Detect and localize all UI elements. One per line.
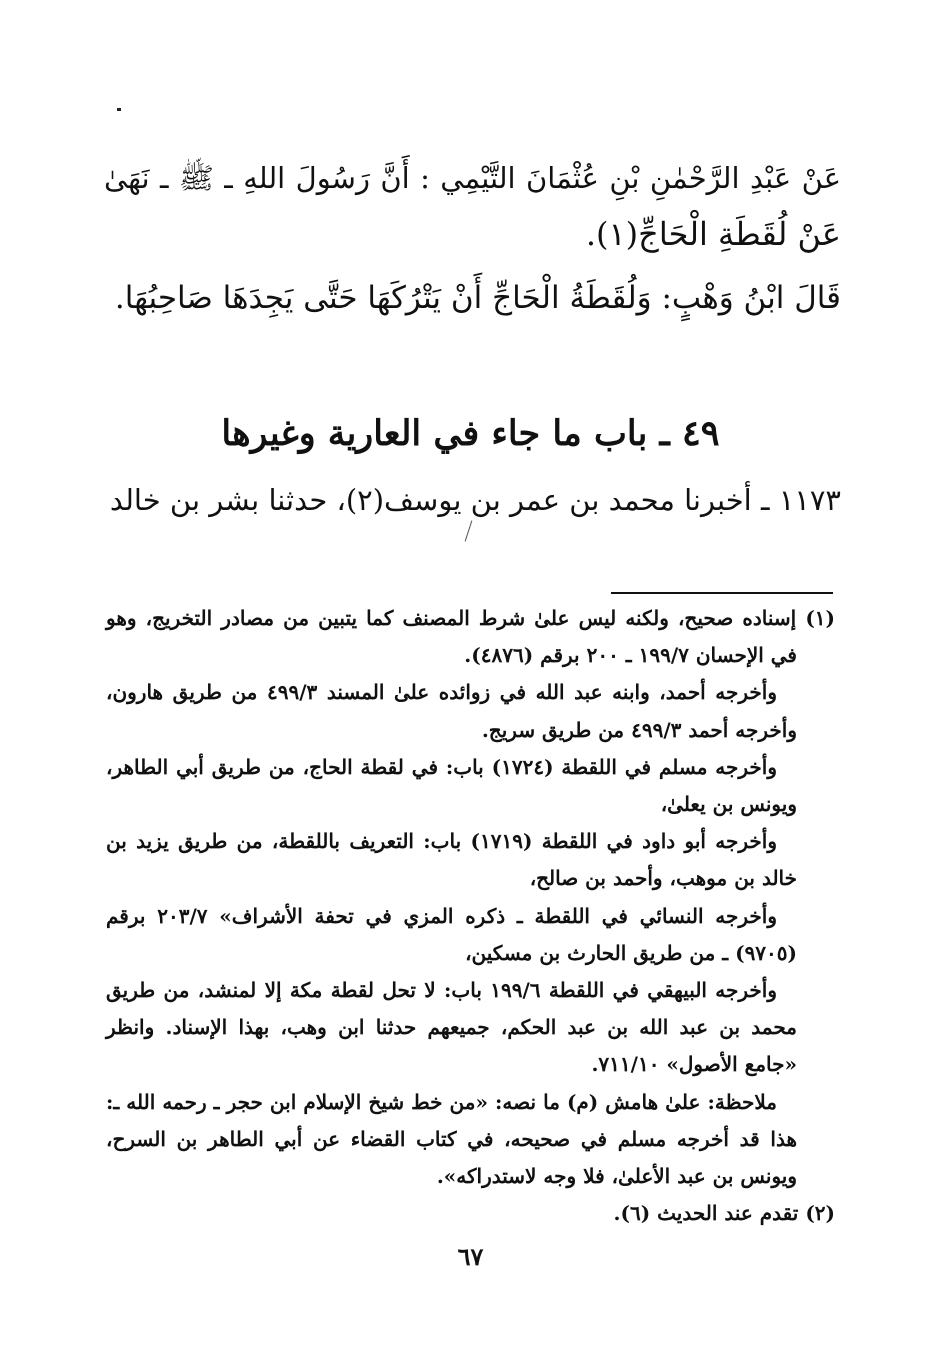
footnotes	[106, 600, 835, 1232]
chapter-heading: ٤٩ ـ باب ما جاء في العارية وغيرها	[221, 413, 720, 454]
footnote-1-takhrij-abu-dawud: وأخرجه أبو داود في اللقطة (١٧١٩) باب: التعريف باللقطة، من طريق يزيد بن خالد بن موهب، وأحمد بن صالح،	[106, 829, 797, 891]
ibn-wahb-comment: قَالَ ابْنُ وَهْبٍ: وَلُقَطَةُ الْحَاجِّ أَنْ يَتْرُكَهَا حَتَّى يَجِدَهَا صَاحِبُهَا.	[114, 280, 841, 316]
scan-speck	[117, 108, 121, 111]
footnote-1-note: ملاحظة: علىٰ هامش (م) ما نصه: «من خط شيخ الإسلام ابن حجر ـ رحمه الله ـ: هذا قد أخرجه مسلم في صحيحه، في كتاب القضاء عن أبي الطاهر بن السرح، ويونس بن عبد الأعلىٰ، فلا وجه لاستدراكه».	[106, 1089, 797, 1189]
hadith-text-line-2: عَنْ لُقَطَةِ الْحَاجِّ(١).	[585, 215, 841, 253]
hadith-1173-isnad: ١١٧٣ ـ أخبرنا محمد بن عمر بن يوسف(٢)، حدثنا بشر بن خالد	[109, 483, 841, 517]
footnote-2: (٢) تقدم عند الحديث (٦).	[613, 1201, 835, 1226]
footnote-1-takhrij-nasai: وأخرجه النسائي في اللقطة ـ ذكره المزي في تحفة الأشراف» ٢٠٣/٧ برقم (٩٧٠٥) ـ من طريق الحارث بن مسكين،	[106, 903, 797, 965]
footnote-1-takhrij-ahmad: وأخرجه أحمد، وابنه عبد الله في زوائده علىٰ المسند ٤٩٩/٣ من طريق هارون، وأخرجه أحمد ٤٩٩/٣ من طريق سريج.	[106, 680, 797, 742]
hadith-text-line-1: عَنْ عَبْدِ الرَّحْمٰنِ بْنِ عُثْمَانَ التَّيْمِي : أَنَّ رَسُولَ اللهِ ـ ﷺ ـ نَهَىٰ	[104, 161, 841, 195]
footnote-1-takhrij-muslim: وأخرجه مسلم في اللقطة (١٧٢٤) باب: في لقطة الحاج، من طريق أبي الطاهر، ويونس بن يعلىٰ،	[106, 754, 797, 817]
footnote-separator	[611, 592, 833, 594]
footnote-1: (١) إسناده صحيح، ولكنه ليس علىٰ شرط المصنف كما يتبين من مصادر التخريج، وهو في الإحسان ١٩٩/٧ ـ ٢٠٠ برقم (٤٨٧٦).	[106, 606, 835, 668]
page-number: ٦٧	[457, 1242, 484, 1271]
footnote-1-takhrij-bayhaqi: وأخرجه البيهقي في اللقطة ١٩٩/٦ باب: لا تحل لقطة مكة إلا لمنشد، من طريق محمد بن عبد الله بن عبد الحكم، جميعهم حدثنا ابن وهب، بهذا الإسناد. وانظر «جامع الأصول» ٧١١/١٠.	[106, 978, 797, 1077]
